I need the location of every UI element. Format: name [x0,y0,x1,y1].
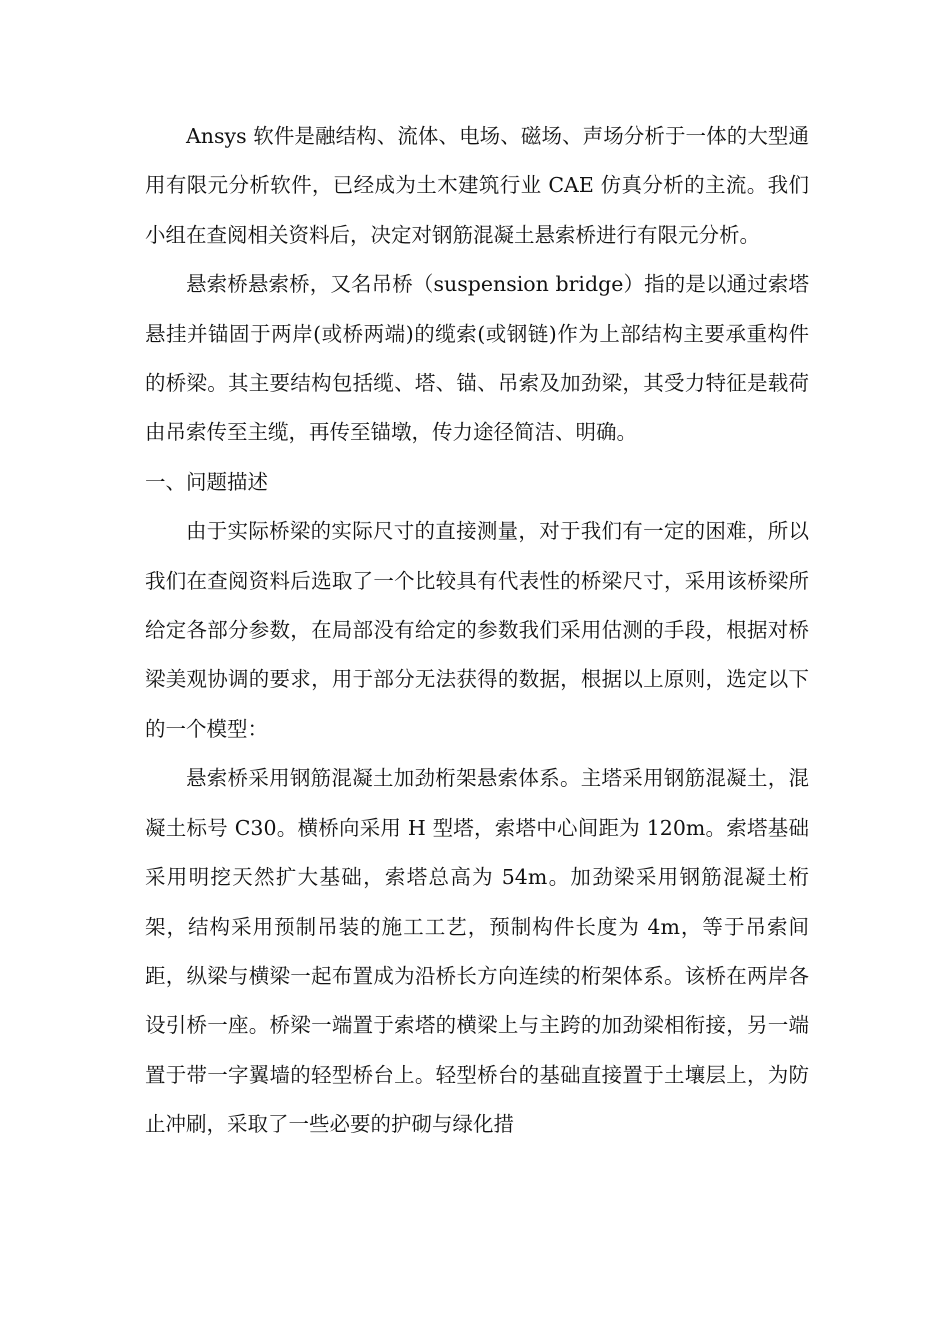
intro-paragraph-ansys: Ansys 软件是融结构、流体、电场、磁场、声场分析于一体的大型通用有限元分析软件，已经成为土木建筑行业 CAE 仿真分析的主流。我们小组在查阅相关资料后，决定对钢筋混凝土悬索桥进行有限元分析。 [145,124,809,247]
section-paragraph-dimensions: 由于实际桥梁的实际尺寸的直接测量，对于我们有一定的困难，所以我们在查阅资料后选取了一个比较具有代表性的桥梁尺寸，采用该桥梁所给定各部分参数，在局部没有给定的参数我们采用估测的手段，根据对桥梁美观协调的要求，用于部分无法获得的数据，根据以上原则，选定以下的一个模型： [145,519,809,741]
document-page [145,112,809,1150]
section-heading-problem-description: 一、问题描述 [145,469,268,494]
section-paragraph-model: 悬索桥采用钢筋混凝土加劲桁架悬索体系。主塔采用钢筋混凝土，混凝土标号 C30。横桥向采用 H 型塔，索塔中心间距为 120m。索塔基础采用明挖天然扩大基础，索塔总高为 54m。加劲梁采用钢筋混凝土桁架，结构采用预制吊装的施工工艺，预制构件长度为 4m，等于吊索间距，纵梁与横梁一起布置成为沿桥长方向连续的桁架体系。该桥在两岸各设引桥一座。桥梁一端置于索塔的横梁上与主跨的加劲梁相衔接，另一端置于带一字翼墙的轻型桥台上。轻型桥台的基础直接置于土壤层上，为防止冲刷，采取了一些必要的护砌与绿化措 [145,766,809,1137]
intro-paragraph-suspension-bridge: 悬索桥悬索桥，又名吊桥（suspension bridge）指的是以通过索塔悬挂并锚固于两岸(或桥两端)的缆索(或钢链)作为上部结构主要承重构件的桥梁。其主要结构包括缆、塔、锚、吊索及加劲梁，其受力特征是载荷由吊索传至主缆，再传至锚墩，传力途径简洁、明确。 [145,272,809,445]
